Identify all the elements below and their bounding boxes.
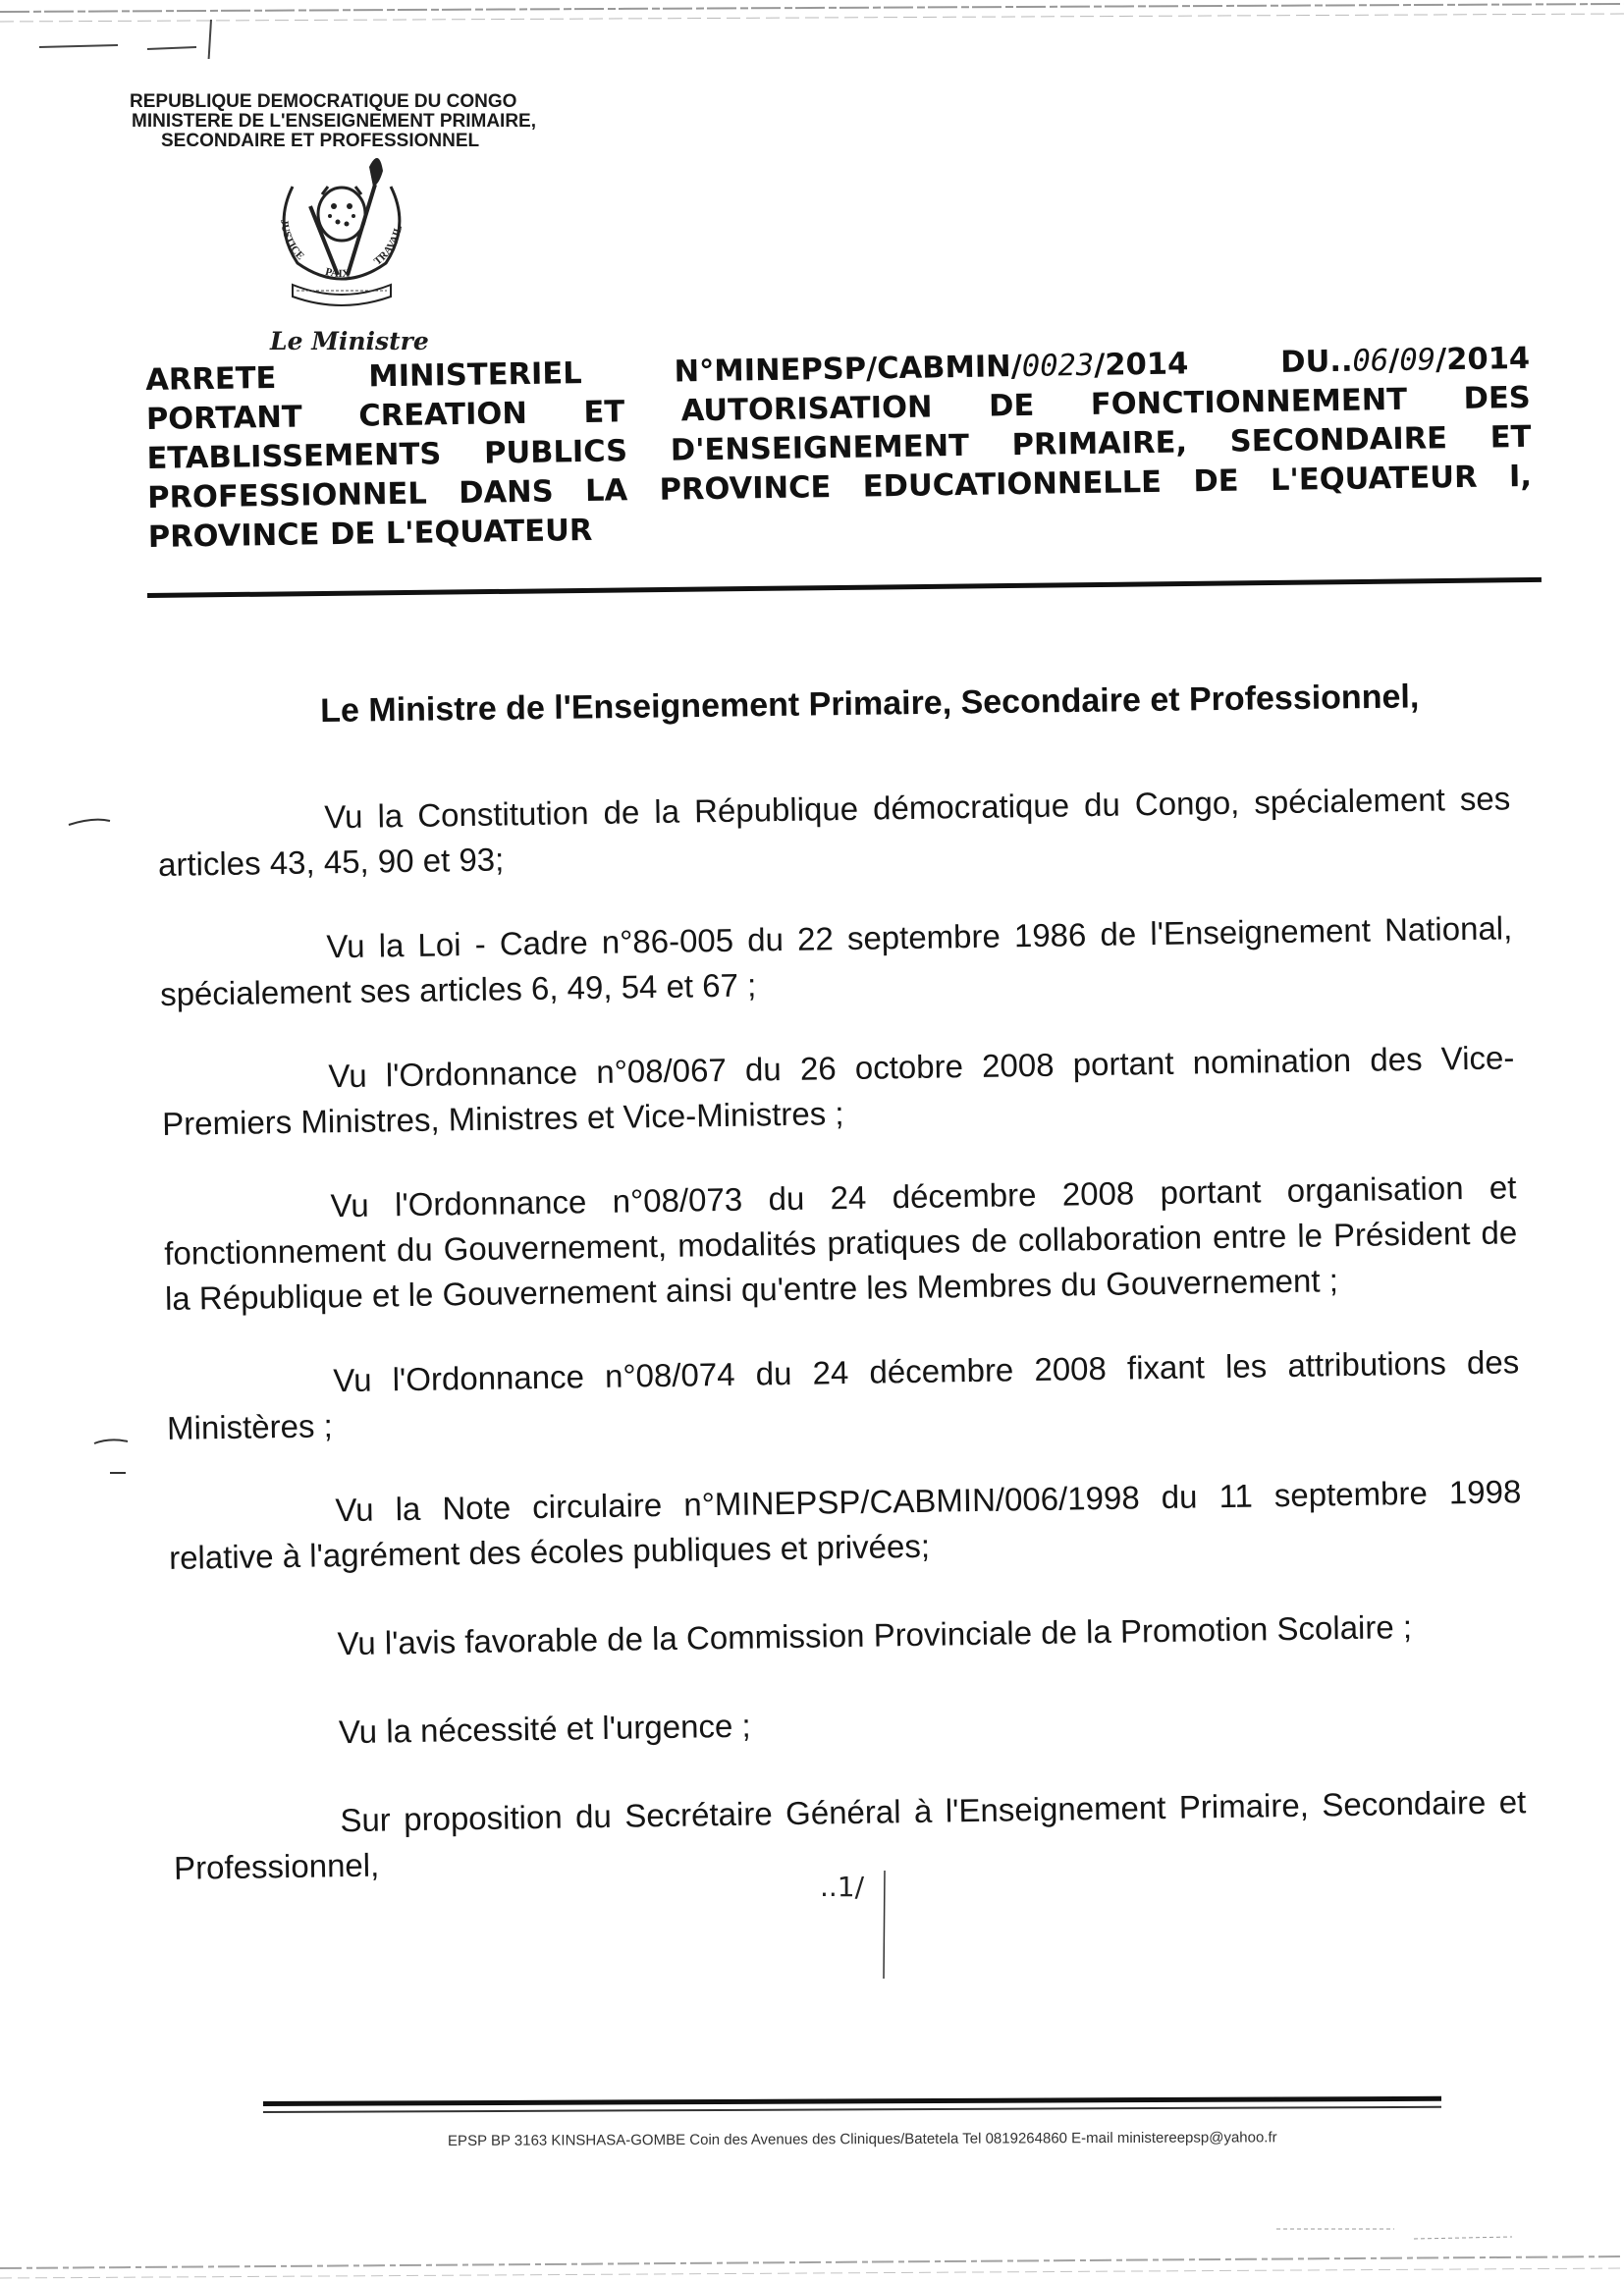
scan-noise-top	[0, 0, 1624, 59]
title-word: MINISTERIEL	[368, 356, 582, 395]
consideration-paragraph: Vu l'avis favorable de la Commission Provinciale de la Promotion Scolaire ;	[337, 1608, 1413, 1662]
decree-month-handwritten: 09	[1399, 343, 1436, 378]
title-word: FONCTIONNEMENT	[1090, 382, 1408, 422]
title-word: PRIMAIRE,	[1011, 425, 1188, 463]
title-word: ETABLISSEMENTS	[146, 437, 442, 476]
footer-contact: EPSP BP 3163 KINSHASA-GOMBE Coin des Avenues des Cliniques/Batetela Tel 0819264860 E-mail ministereepsp@yahoo.fr	[448, 2129, 1277, 2149]
footer-rule	[263, 2096, 1441, 2106]
title-word: ET	[1489, 419, 1532, 456]
title-word: L'EQUATEUR	[1270, 460, 1478, 499]
title-word: AUTORISATION	[680, 390, 933, 429]
consideration-paragraph: Vu l'Ordonnance n°08/073 du 24 décembre 2008 portant organisation et fonctionnement du Gouvernement, modalités pratiques de collaboration entre le Président de la République et le Gouvernement ainsi qu'entre les Membres du Gouvernement ;	[164, 1168, 1518, 1317]
title-word: DE	[1193, 463, 1239, 500]
title-word: PUBLICS	[483, 434, 628, 471]
consideration-paragraph: Vu la Note circulaire n°MINEPSP/CABMIN/006/1998 du 11 septembre 1998 relative à l'agrément des écoles publiques et privées;	[168, 1473, 1522, 1576]
title-word: D'ENSEIGNEMENT	[670, 428, 970, 468]
scan-noise-margin	[0, 805, 137, 1493]
consideration-paragraph: Sur proposition du Secrétaire Général à l'Enseignement Primaire, Secondaire et Professionnel,	[173, 1783, 1527, 1886]
institution-header	[130, 92, 640, 151]
signature-block-title: Le Ministre	[270, 327, 429, 355]
title-word: I,	[1508, 459, 1533, 495]
title-word: CREATION	[358, 396, 528, 434]
decree-number: N°MINEPSP/CABMIN/0023/2014	[674, 347, 1189, 390]
consideration-paragraph: Vu la nécessité et l'urgence ;	[338, 1707, 751, 1751]
emblem-motto-right: TRAVAIL	[371, 224, 406, 268]
considerations-body	[157, 776, 1527, 1891]
title-word: EDUCATIONNELLE	[862, 464, 1163, 505]
decree-day-handwritten: 06	[1352, 344, 1389, 379]
scan-noise-bottom	[0, 2200, 1624, 2282]
consideration-paragraph: Vu l'Ordonnance n°08/067 du 26 octobre 2008 portant nomination des Vice-Premiers Ministres, Ministres et Vice-Ministres ;	[161, 1039, 1515, 1142]
emblem-motto-center: PAIX	[324, 265, 351, 281]
footer-rule-thin	[263, 2106, 1441, 2113]
title-word: LA	[584, 473, 628, 509]
title-word: SECONDAIRE	[1229, 421, 1448, 460]
emblem-motto-left: JUSTICE	[278, 218, 306, 263]
decree-number-handwritten: 0023	[1021, 348, 1095, 384]
decree-title	[145, 340, 1533, 558]
consideration-paragraph: Vu l'Ordonnance n°08/074 du 24 décembre 2008 fixant les attributions des Ministères ;	[166, 1343, 1520, 1446]
title-word: DE	[988, 388, 1035, 424]
minister-heading: Le Ministre de l'Enseignement Primaire, Secondaire et Professionnel,	[320, 678, 1420, 730]
title-word: ET	[583, 395, 625, 430]
title-row-5: PROVINCE DE L'EQUATEUR	[147, 513, 593, 555]
title-word: PORTANT	[145, 400, 302, 437]
title-word: DES	[1463, 380, 1532, 416]
title-word: DANS	[458, 474, 554, 511]
title-word: PROFESSIONNEL	[146, 476, 428, 516]
decree-date: DU..06/09/2014	[1279, 341, 1531, 380]
consideration-paragraph: Vu la Constitution de la République démocratique du Congo, spécialement ses articles 43, 45, 90 et 93;	[157, 780, 1511, 883]
ministry-name-line2: SECONDAIRE ET PROFESSIONNEL	[161, 131, 480, 151]
ministry-name-line1: MINISTERE DE L'ENSEIGNEMENT PRIMAIRE,	[132, 111, 536, 132]
title-underline	[147, 577, 1542, 598]
country-name: REPUBLIQUE DEMOCRATIQUE DU CONGO	[130, 91, 517, 112]
page-mark-tick	[880, 1871, 890, 1988]
consideration-paragraph: Vu la Loi - Cadre n°86-005 du 22 septembre 1986 de l'Enseignement National, spécialement ses articles 6, 49, 54 et 67 ;	[159, 909, 1513, 1012]
title-word: PROVINCE	[659, 470, 832, 508]
title-word: ARRETE	[145, 360, 277, 398]
coat-of-arms-icon	[253, 147, 430, 314]
page-continuation-mark: ..1/	[820, 1871, 865, 1903]
